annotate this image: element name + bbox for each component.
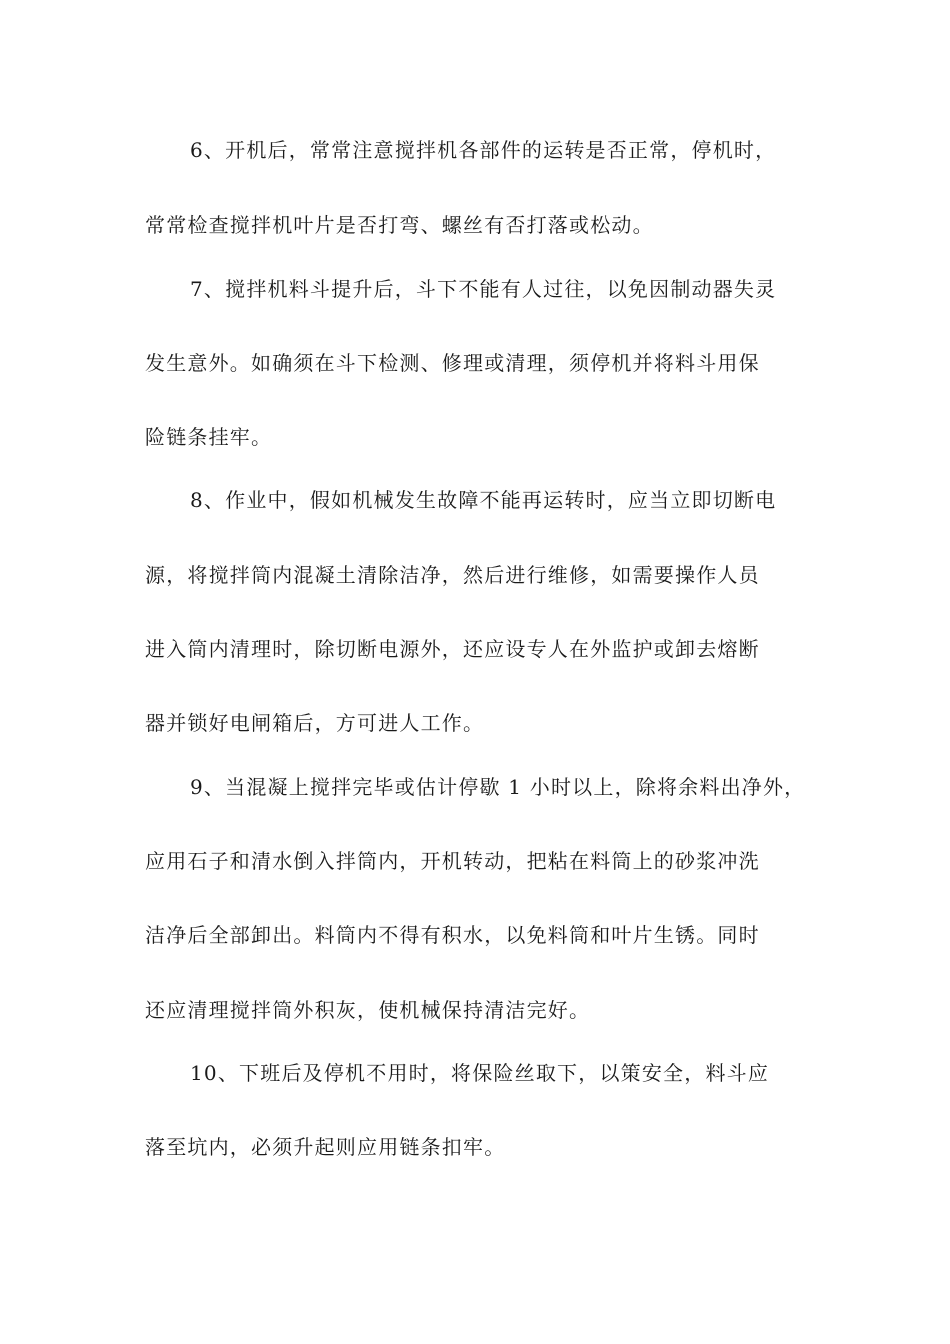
paragraph-7-line-3: 险链条挂牢。 bbox=[145, 425, 273, 449]
paragraph-9-line-4: 还应清理搅拌筒外积灰，使机械保持清洁完好。 bbox=[145, 998, 591, 1022]
paragraph-9-line-3: 洁净后全部卸出。料筒内不得有积水，以免料筒和叶片生锈。同时 bbox=[145, 923, 760, 947]
paragraph-10-line-2: 落至坑内，必须升起则应用链条扣牢。 bbox=[145, 1135, 506, 1159]
paragraph-6-line-2: 常常检查搅拌机叶片是否打弯、螺丝有否打落或松动。 bbox=[145, 213, 654, 237]
paragraph-9-line-1: 9、当混凝上搅拌完毕或估计停歇 1 小时以上，除将余料出净外， bbox=[190, 775, 806, 799]
paragraph-6-line-1: 6、开机后，常常注意搅拌机各部件的运转是否正常，停机时， bbox=[190, 138, 777, 162]
paragraph-9-line-2: 应用石子和清水倒入拌筒内，开机转动，把粘在料筒上的砂浆冲洗 bbox=[145, 849, 760, 873]
paragraph-7-line-2: 发生意外。如确须在斗下检测、修理或清理，须停机并将料斗用保 bbox=[145, 351, 760, 375]
paragraph-7-line-1: 7、搅拌机料斗提升后，斗下不能有人过往，以免因制动器失灵 bbox=[190, 277, 777, 301]
paragraph-10-line-1: 10、下班后及停机不用时，将保险丝取下，以策安全，料斗应 bbox=[190, 1061, 770, 1085]
paragraph-8-line-1: 8、作业中，假如机械发生故障不能再运转时，应当立即切断电 bbox=[190, 488, 777, 512]
paragraph-8-line-4: 器并锁好电闸箱后，方可进人工作。 bbox=[145, 711, 485, 735]
paragraph-8-line-2: 源，将搅拌筒内混凝土清除洁净，然后进行维修，如需要操作人员 bbox=[145, 563, 760, 587]
paragraph-8-line-3: 进入筒内清理时，除切断电源外，还应设专人在外监护或卸去熔断 bbox=[145, 637, 760, 661]
